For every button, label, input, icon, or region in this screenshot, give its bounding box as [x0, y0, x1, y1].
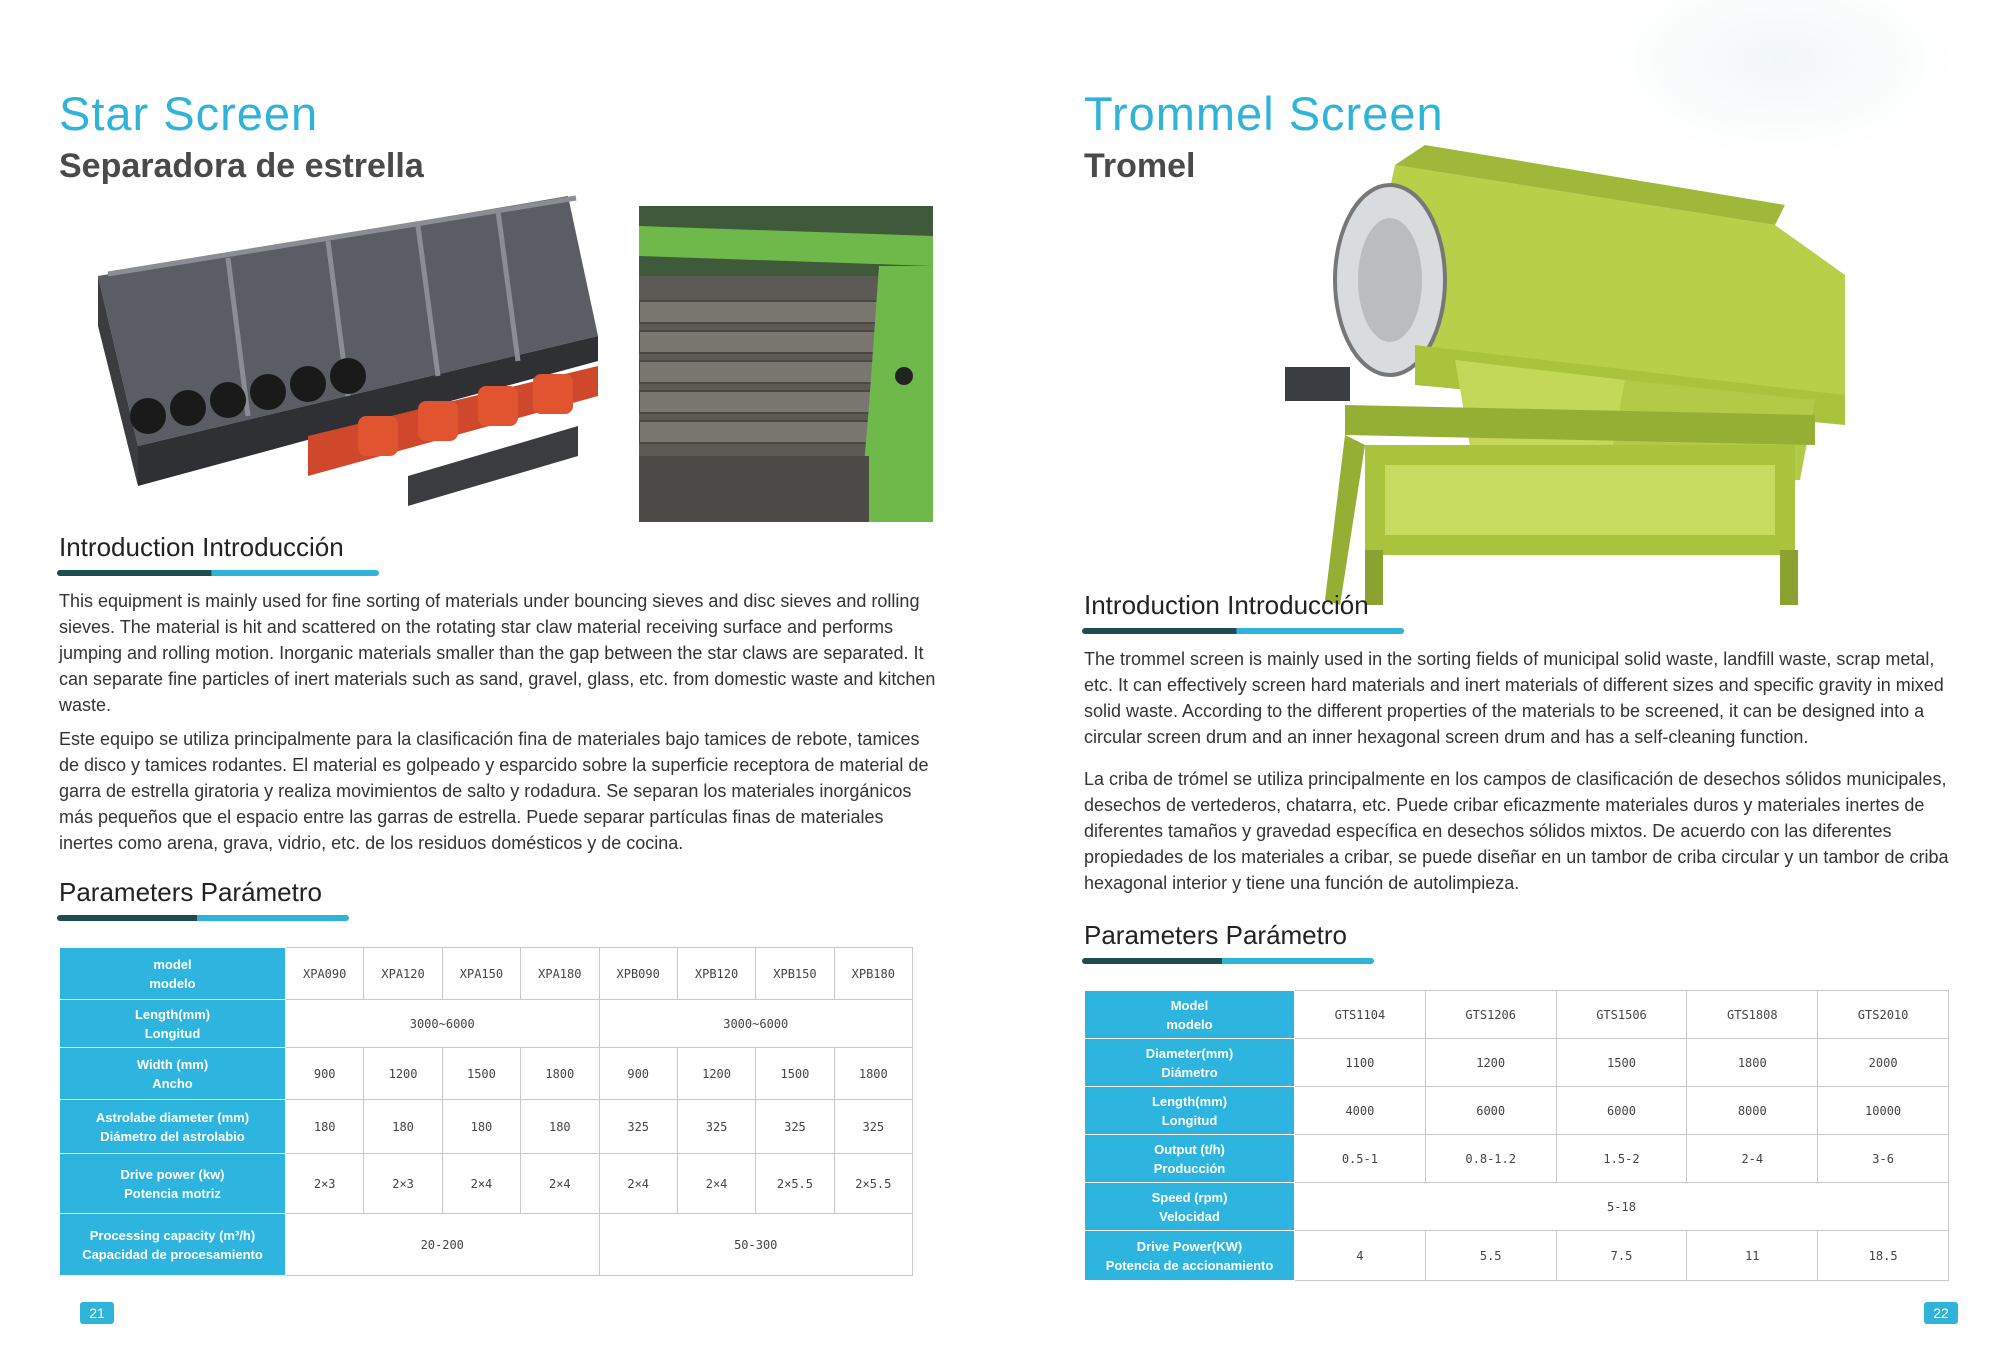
heading-underline — [57, 570, 379, 576]
page-title: Star Screen — [59, 87, 319, 140]
table-cell: 3-6 — [1818, 1135, 1949, 1183]
table-cell: 180 — [521, 1100, 599, 1154]
table-cell: XPA150 — [442, 948, 520, 1000]
table-cell: 7.5 — [1556, 1231, 1687, 1281]
table-cell: 1800 — [521, 1048, 599, 1100]
table-row — [60, 1000, 913, 1048]
table-cell: 20-200 — [286, 1214, 600, 1276]
table-cell: XPA120 — [364, 948, 442, 1000]
table-cell: 5-18 — [1295, 1183, 1949, 1231]
table-cell: XPB090 — [599, 948, 677, 1000]
row-header: Processing capacity (m³/h) Capacidad de procesamiento — [60, 1214, 286, 1276]
table-cell: 2×3 — [364, 1154, 442, 1214]
table-cell: 0.8-1.2 — [1425, 1135, 1556, 1183]
table-cell: 4 — [1295, 1231, 1426, 1281]
row-header: Output (t/h) Producción — [1085, 1135, 1295, 1183]
table-cell: GTS1506 — [1556, 991, 1687, 1039]
table-row — [60, 1048, 913, 1100]
table-cell: 2000 — [1818, 1039, 1949, 1087]
table-cell: 2×4 — [521, 1154, 599, 1214]
page-subtitle: Tromel — [1084, 147, 1196, 185]
table-cell: 2×5.5 — [834, 1154, 912, 1214]
table-cell: 2×5.5 — [756, 1154, 834, 1214]
intro-spanish-text: Este equipo se utiliza principalmente para la clasificación fina de materiales bajo tamices de rebote, tamices de disco y tamices rodantes. El material es golpeado y esparcido sobre la superficie receptora de material de garra de estrella giratoria y realiza movimientos de salto y rodadura. Se separan los materiales inorgánicos más pequeños que el espacio entre las garras de estrella. Puede separar partículas finas de materiales inertes como arena, grava, vidrio, etc. de los residuos domésticos y de cocina. — [59, 729, 929, 853]
table-cell: XPA090 — [286, 948, 364, 1000]
table-cell: 900 — [599, 1048, 677, 1100]
row-header: Length(mm) Longitud — [1085, 1087, 1295, 1135]
table-cell: GTS1808 — [1687, 991, 1818, 1039]
table-cell: 10000 — [1818, 1087, 1949, 1135]
intro-english-text: This equipment is mainly used for fine sorting of materials under bouncing sieves and disc sieves and rolling sieves. The material is hit and scattered on the rotating star claw material receiving surface and performs jumping and rolling motion. Inorganic materials smaller than the gap between the star claws are separated. It can separate fine particles of inert materials such as sand, gravel, glass, etc. from domestic waste and kitchen waste. — [59, 591, 936, 715]
table-row — [1085, 1183, 1949, 1231]
row-header: Drive Power(KW) Potencia de accionamiento — [1085, 1231, 1295, 1281]
table-cell: 11 — [1687, 1231, 1818, 1281]
trommel-machine-image — [1285, 145, 1845, 605]
table-cell: 325 — [677, 1100, 755, 1154]
table-cell: 1200 — [364, 1048, 442, 1100]
star-screen-closeup-image — [639, 206, 933, 522]
table-cell: 2×4 — [599, 1154, 677, 1214]
table-cell: 18.5 — [1818, 1231, 1949, 1281]
table-cell: 1800 — [1687, 1039, 1818, 1087]
table-cell: 6000 — [1556, 1087, 1687, 1135]
table-cell: GTS1104 — [1295, 991, 1426, 1039]
table-row — [1085, 991, 1949, 1039]
table-cell: 2×3 — [286, 1154, 364, 1214]
star-screen-parameters-table — [59, 947, 913, 1276]
table-cell: XPB150 — [756, 948, 834, 1000]
table-cell: 2×4 — [677, 1154, 755, 1214]
table-cell: 1.5-2 — [1556, 1135, 1687, 1183]
table-cell: 3000~6000 — [599, 1000, 913, 1048]
table-cell: 1500 — [442, 1048, 520, 1100]
table-row — [1085, 1039, 1949, 1087]
row-header: model modelo — [60, 948, 286, 1000]
table-cell: 8000 — [1687, 1087, 1818, 1135]
table-cell: 900 — [286, 1048, 364, 1100]
table-cell: 180 — [286, 1100, 364, 1154]
table-cell: 0.5-1 — [1295, 1135, 1426, 1183]
page-number: 21 — [80, 1302, 114, 1324]
table-cell: 325 — [834, 1100, 912, 1154]
table-cell: XPB180 — [834, 948, 912, 1000]
table-cell: XPA180 — [521, 948, 599, 1000]
table-cell: 1500 — [1556, 1039, 1687, 1087]
page-subtitle: Separadora de estrella — [59, 147, 424, 185]
table-row — [60, 1154, 913, 1214]
page-number: 22 — [1924, 1302, 1958, 1324]
table-cell: 6000 — [1425, 1087, 1556, 1135]
table-row — [1085, 1087, 1949, 1135]
table-cell: 325 — [756, 1100, 834, 1154]
star-screen-machine-image — [78, 186, 608, 516]
table-row — [60, 1100, 913, 1154]
parameters-heading: Parameters Parámetro — [59, 877, 322, 907]
table-cell: 1200 — [677, 1048, 755, 1100]
decorative-circle — [1600, 0, 1960, 160]
table-cell: 1100 — [1295, 1039, 1426, 1087]
row-header: Drive power (kw) Potencia motriz — [60, 1154, 286, 1214]
row-header: Diameter(mm) Diámetro — [1085, 1039, 1295, 1087]
parameters-heading: Parameters Parámetro — [1084, 920, 1347, 950]
table-cell: 5.5 — [1425, 1231, 1556, 1281]
row-header: Astrolabe diameter (mm) Diámetro del astrolabio — [60, 1100, 286, 1154]
table-row — [1085, 1231, 1949, 1281]
table-row — [1085, 1135, 1949, 1183]
heading-underline — [57, 915, 349, 921]
trommel-parameters-table — [1084, 990, 1949, 1281]
table-cell: GTS2010 — [1818, 991, 1949, 1039]
heading-underline — [1082, 958, 1374, 964]
intro-english-text: The trommel screen is mainly used in the sorting fields of municipal solid waste, landfill waste, scrap metal, etc. It can effectively screen hard materials and inert materials of different sizes and specific gravity in mixed solid waste. According to the different properties of the materials to be screened, it can be designed into a circular screen drum and an inner hexagonal screen drum and has a self-cleaning function. — [1084, 649, 1944, 747]
table-cell: 2-4 — [1687, 1135, 1818, 1183]
introduction-heading: Introduction Introducción — [59, 532, 344, 562]
row-header: Speed (rpm) Velocidad — [1085, 1183, 1295, 1231]
table-cell: 50-300 — [599, 1214, 913, 1276]
heading-underline — [1082, 628, 1404, 634]
row-header: Width (mm) Ancho — [60, 1048, 286, 1100]
table-row — [60, 1214, 913, 1276]
page-title: Trommel Screen — [1084, 87, 1444, 140]
table-cell: GTS1206 — [1425, 991, 1556, 1039]
intro-spanish-text: La criba de trómel se utiliza principalmente en los campos de clasificación de desechos sólidos municipales, desechos de vertederos, chatarra, etc. Puede cribar eficazmente materiales duros y materiales inertes de diferentes tamaños y gravedad específica en desechos sólidos mixtos. De acuerdo con las diferentes propiedades de los materiales a cribar, se puede diseñar en un tambor de criba circular y un tambor de criba hexagonal interior y tiene una función de autolimpieza. — [1084, 769, 1949, 893]
table-cell: 2×4 — [442, 1154, 520, 1214]
introduction-heading: Introduction Introducción — [1084, 590, 1369, 620]
table-cell: 180 — [364, 1100, 442, 1154]
page-right — [1000, 0, 2000, 1357]
table-cell: 1200 — [1425, 1039, 1556, 1087]
table-row — [60, 948, 913, 1000]
row-header: Model modelo — [1085, 991, 1295, 1039]
table-cell: 1500 — [756, 1048, 834, 1100]
table-cell: 4000 — [1295, 1087, 1426, 1135]
table-cell: 180 — [442, 1100, 520, 1154]
table-cell: 325 — [599, 1100, 677, 1154]
row-header: Length(mm) Longitud — [60, 1000, 286, 1048]
table-cell: 1800 — [834, 1048, 912, 1100]
table-cell: 3000~6000 — [286, 1000, 600, 1048]
table-cell: XPB120 — [677, 948, 755, 1000]
